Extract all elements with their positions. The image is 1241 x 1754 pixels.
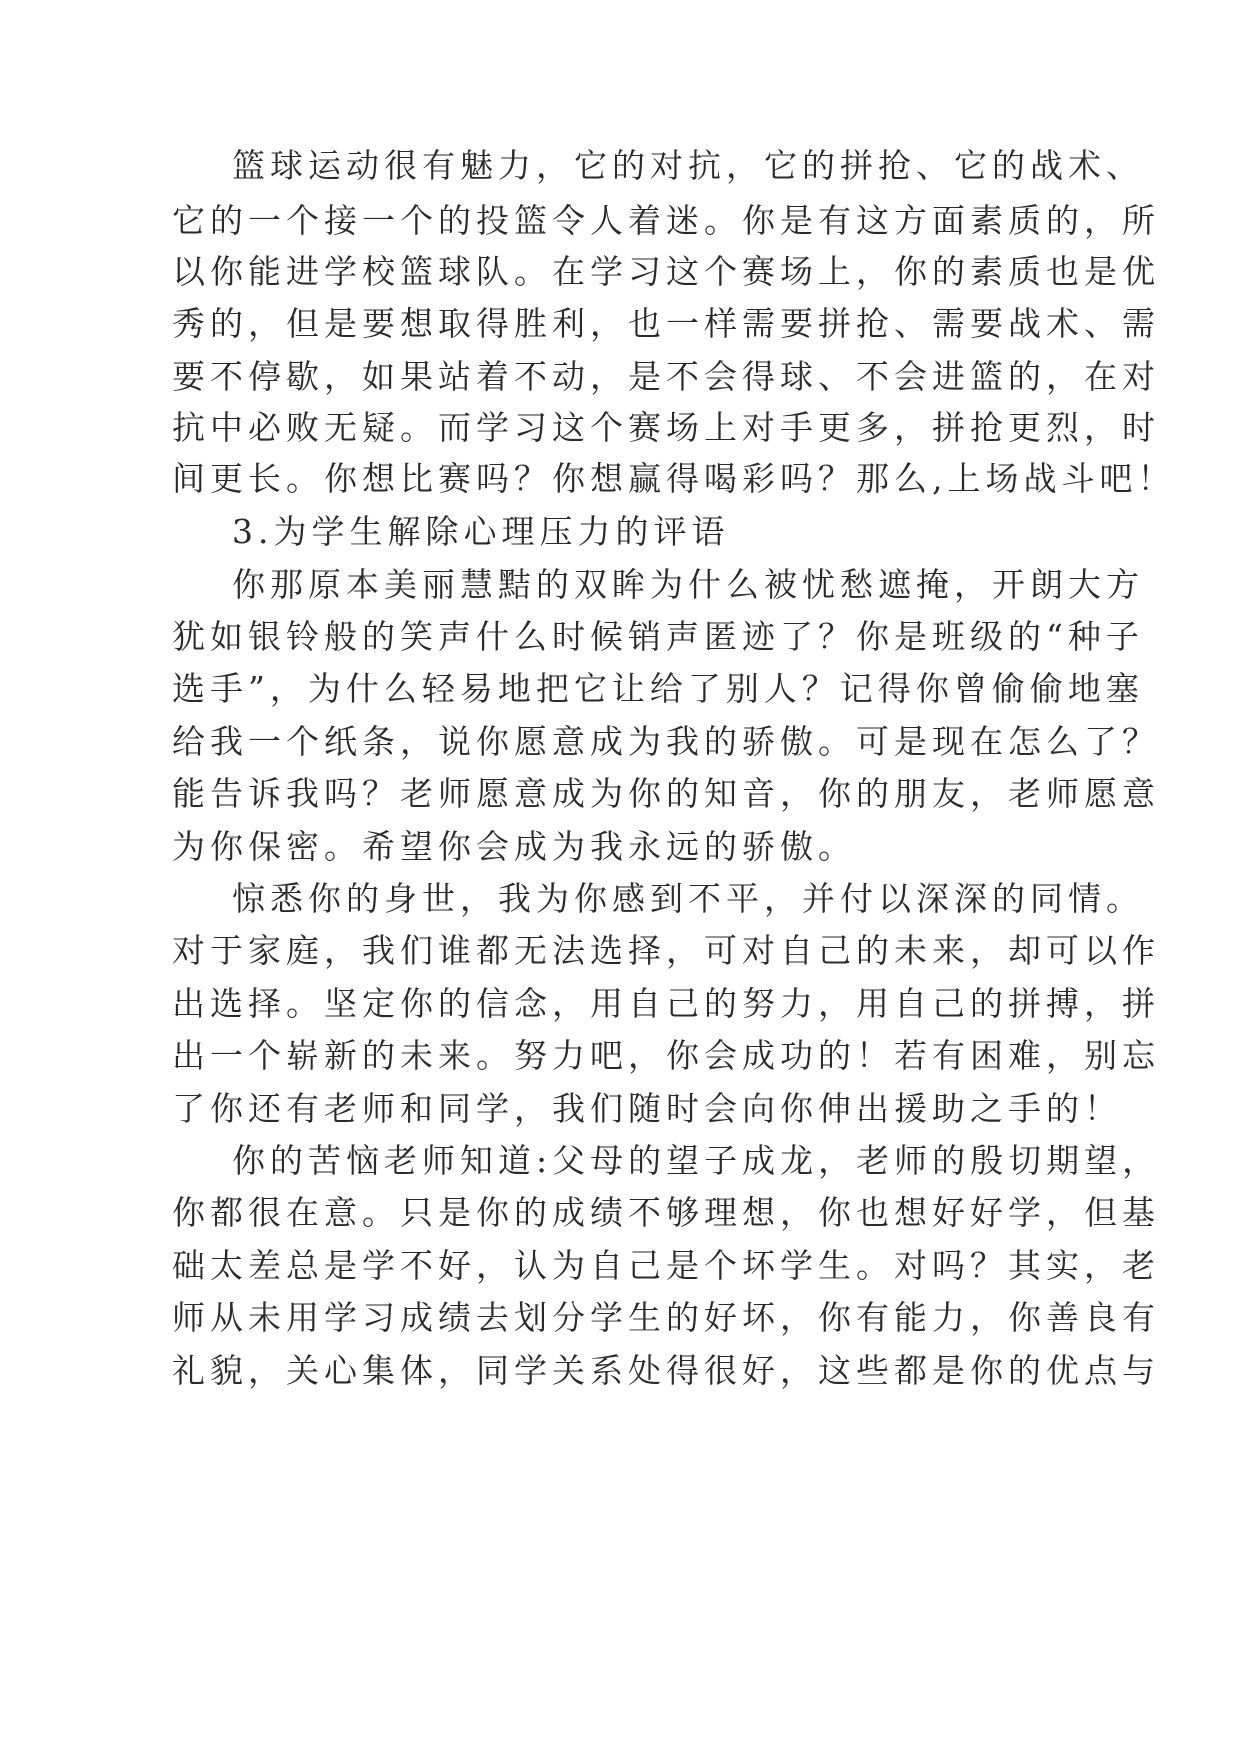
- paragraph-line: 给我一个纸条，说你愿意成为我的骄傲。可是现在怎么了？: [172, 722, 1160, 761]
- paragraph-line: 礼貌，关心集体，同学关系处得很好，这些都是你的优点与: [172, 1351, 1160, 1390]
- paragraph-line: 抗中必败无疑。而学习这个赛场上对手更多，拼抢更烈，时: [172, 408, 1160, 447]
- paragraph-line: 惊悉你的身世，我为你感到不平，并付以深深的同情。: [232, 879, 1144, 918]
- paragraph-line: 你的苦恼老师知道:父母的望子成龙，老师的殷切期望，: [232, 1141, 1161, 1180]
- paragraph-line: 你都很在意。只是你的成绩不够理想，你也想好好学，但基: [172, 1193, 1160, 1232]
- paragraph-line: 篮球运动很有魅力，它的对抗，它的拼抢、它的战术、: [232, 146, 1144, 185]
- paragraph-line: 出选择。坚定你的信念，用自己的努力，用自己的拼搏，拼: [172, 984, 1160, 1023]
- paragraph-line: 能告诉我吗？老师愿意成为你的知音，你的朋友，老师愿意: [172, 774, 1160, 813]
- paragraph-line: 秀的，但是要想取得胜利，也一样需要拼抢、需要战术、需: [172, 304, 1160, 343]
- paragraph-line: 犹如银铃般的笑声什么时候销声匿迹了？你是班级的“种子: [172, 617, 1144, 656]
- paragraph-line: 师从未用学习成绩去划分学生的好坏，你有能力，你善良有: [172, 1298, 1160, 1337]
- paragraph-line: 对于家庭，我们谁都无法选择，可对自己的未来，却可以作: [172, 931, 1160, 970]
- paragraph-line: 你那原本美丽慧黠的双眸为什么被忧愁遮掩，开朗大方: [232, 565, 1144, 604]
- section-heading: 3.为学生解除心理压力的评语: [232, 512, 730, 551]
- paragraph-line: 础太差总是学不好，认为自己是个坏学生。对吗？其实，老: [172, 1246, 1160, 1285]
- paragraph-line: 以你能进学校篮球队。在学习这个赛场上，你的素质也是优: [172, 252, 1160, 291]
- paragraph-line: 要不停歇，如果站着不动，是不会得球、不会进篮的，在对: [172, 357, 1160, 396]
- paragraph-line: 选手”，为什么轻易地把它让给了别人？记得你曾偷偷地塞: [172, 669, 1144, 708]
- paragraph-line: 了你还有老师和同学，我们随时会向你伸出援助之手的！: [172, 1089, 1122, 1128]
- paragraph-line: 出一个崭新的未来。努力吧，你会成功的！若有困难，别忘: [172, 1036, 1160, 1075]
- paragraph-line: 为你保密。希望你会成为我永远的骄傲。: [172, 827, 856, 866]
- paragraph-line: 它的一个接一个的投篮令人着迷。你是有这方面素质的，所: [172, 201, 1160, 240]
- paragraph-line: 间更长。你想比赛吗？你想赢得喝彩吗？那么,上场战斗吧！: [172, 459, 1176, 498]
